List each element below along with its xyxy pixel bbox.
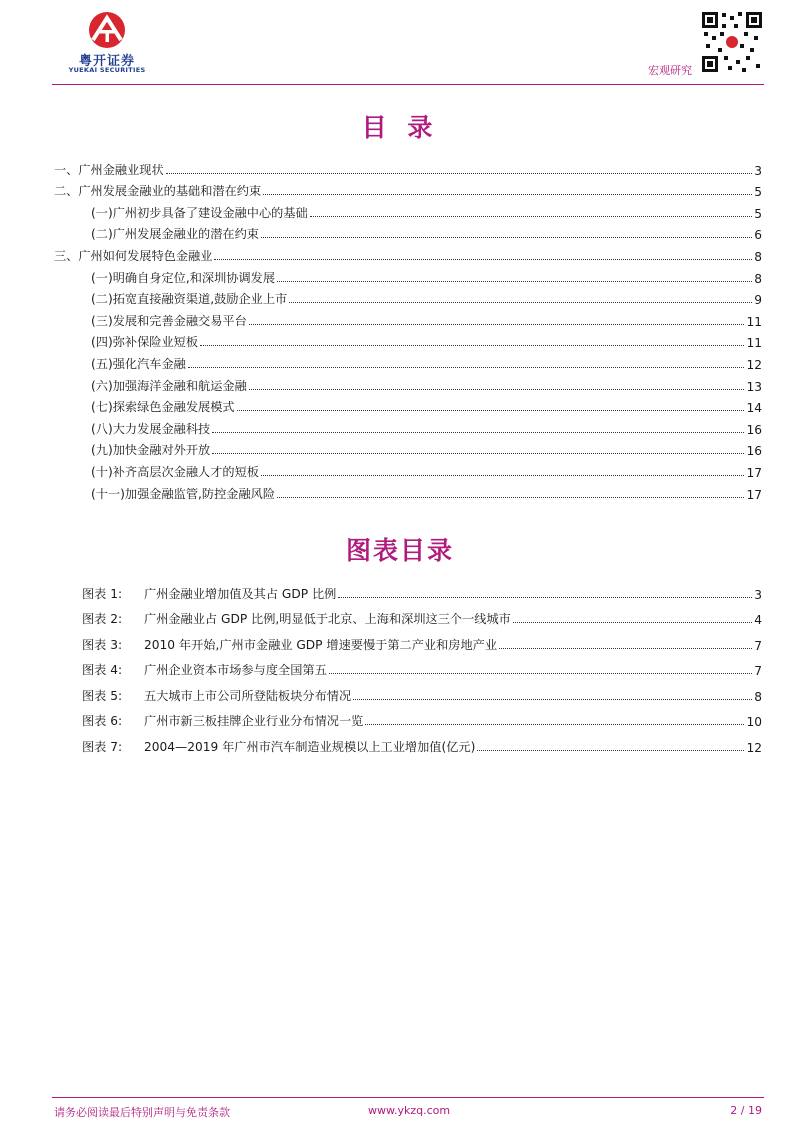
- toc-entry[interactable]: [54, 329, 762, 351]
- toc-entry-label: (二)拓宽直接融资渠道,鼓励企业上市: [91, 292, 288, 307]
- toc-title: 目 录: [361, 113, 439, 142]
- figure-entry-label: 广州金融业增加值及其占 GDP 比例: [144, 586, 337, 601]
- toc-entry-page: 5: [754, 206, 762, 221]
- logo-chinese-name: 粤开证券: [78, 54, 135, 69]
- toc-entry-page: 3: [754, 163, 762, 178]
- toc-entry-label: (十一)加强金融监管,防控金融风险: [91, 486, 276, 501]
- toc-entry-label: (五)强化汽车金融: [91, 356, 186, 371]
- figure-entry-page: 7: [754, 638, 762, 653]
- figure-entry-label: 五大城市上市公司所登陆板块分布情况: [144, 688, 352, 703]
- qr-code-icon: [700, 10, 764, 74]
- figure-entry-prefix: 图表 7:: [82, 739, 123, 754]
- page-number: 2 / 19: [730, 1104, 762, 1117]
- figure-list: [54, 576, 762, 755]
- toc-entry-label: 二、广州发展金融业的基础和潜在约束: [54, 184, 262, 199]
- toc-entry-page: 8: [754, 249, 762, 264]
- toc-entry-page: 16: [746, 444, 762, 459]
- toc-entry-label: 三、广州如何发展特色金融业: [54, 248, 213, 263]
- figure-entry-label: 广州金融业占 GDP 比例,明显低于北京、上海和深圳这三个一线城市: [144, 612, 511, 626]
- toc-entry[interactable]: [54, 350, 762, 372]
- footer-divider: [52, 1097, 764, 1098]
- toc-entry-page: 14: [746, 401, 762, 416]
- dot-leader: [289, 302, 752, 303]
- logo-english-name: YUEKAI SECURITIES: [68, 66, 146, 74]
- dot-leader: [499, 648, 752, 649]
- figure-entry-page: 10: [746, 715, 762, 729]
- toc-entry-page: 17: [746, 487, 762, 502]
- dot-leader: [365, 724, 744, 725]
- dot-leader: [477, 750, 744, 751]
- toc-entry[interactable]: [54, 221, 762, 243]
- toc-entry-label: (一)广州初步具备了建设金融中心的基础: [91, 205, 308, 220]
- figure-entry[interactable]: [54, 602, 762, 628]
- dot-leader: [237, 410, 745, 411]
- figure-entry-prefix: 图表 6:: [82, 714, 123, 728]
- figure-entry-page: 4: [754, 613, 762, 627]
- logo-mark-icon: [75, 10, 139, 50]
- figure-entry-page: 8: [754, 689, 762, 704]
- dot-leader: [261, 237, 752, 238]
- toc-entry-page: 11: [746, 336, 762, 351]
- dot-leader: [329, 673, 752, 674]
- toc-entry-label: (三)发展和完善金融交易平台: [91, 313, 247, 328]
- toc-entry-label: (十)补齐高层次金融人才的短板: [91, 464, 259, 479]
- figure-entry-prefix: 图表 5:: [82, 688, 123, 703]
- dot-leader: [263, 194, 752, 195]
- figure-entry[interactable]: [54, 729, 762, 755]
- figure-entry-page: 12: [746, 740, 762, 755]
- toc-entry-page: 9: [754, 293, 762, 308]
- figure-entry-label: 2004—2019 年广州市汽车制造业规模以上工业增加值(亿元): [144, 739, 476, 754]
- footer-disclaimer: 请务必阅读最后特别声明与免责条款: [54, 1106, 230, 1119]
- figure-entry-prefix: 图表 4:: [82, 663, 123, 677]
- figure-entry[interactable]: [54, 704, 762, 730]
- figure-entry-page: 7: [754, 664, 762, 678]
- dot-leader: [338, 597, 752, 598]
- toc-entry-page: 17: [746, 465, 762, 480]
- figure-entry-label: 广州企业资本市场参与度全国第五: [144, 663, 327, 677]
- toc-entry-label: 一、广州金融业现状: [54, 162, 164, 177]
- dot-leader: [249, 324, 745, 325]
- figure-entry-page: 3: [754, 587, 762, 602]
- toc-entry[interactable]: [54, 242, 762, 264]
- dot-leader: [188, 367, 745, 368]
- company-logo: [52, 10, 162, 72]
- toc-entry[interactable]: [54, 458, 762, 480]
- dot-leader: [353, 699, 752, 700]
- dot-leader: [277, 281, 752, 282]
- toc-entry-label: (二)广州发展金融业的潜在约束: [91, 227, 259, 242]
- toc-entry-label: (八)大力发展金融科技: [91, 421, 211, 436]
- dot-leader: [277, 497, 744, 498]
- footer-website-link[interactable]: www.ykzq.com: [368, 1104, 451, 1117]
- header-divider: [52, 84, 764, 85]
- dot-leader: [166, 173, 753, 174]
- toc-entry[interactable]: [54, 199, 762, 221]
- dot-leader: [310, 216, 753, 217]
- figure-list-title: 图表目录: [345, 536, 454, 565]
- toc-entry[interactable]: [54, 156, 762, 178]
- toc-entry-page: 12: [746, 357, 762, 372]
- figure-entry[interactable]: [54, 627, 762, 653]
- toc-entry-page: 5: [754, 185, 762, 200]
- toc-entry[interactable]: [54, 264, 762, 286]
- report-category-tag: 宏观研究: [648, 64, 692, 77]
- figure-entry[interactable]: [54, 653, 762, 679]
- figure-entry[interactable]: [54, 576, 762, 602]
- toc-entry-label: (四)弥补保险业短板: [91, 335, 199, 350]
- toc-entry[interactable]: [54, 286, 762, 308]
- toc-entry[interactable]: [54, 372, 762, 394]
- toc-entry-page: 16: [746, 422, 762, 437]
- dot-leader: [214, 259, 752, 260]
- figure-entry[interactable]: [54, 678, 762, 704]
- dot-leader: [249, 389, 745, 390]
- toc-entry-page: 11: [746, 314, 762, 329]
- toc-entry[interactable]: [54, 307, 762, 329]
- figure-entry-prefix: 图表 2:: [82, 612, 123, 626]
- toc-entry[interactable]: [54, 178, 762, 200]
- toc-entry-page: 13: [746, 379, 762, 394]
- toc-entry-label: (一)明确自身定位,和深圳协调发展: [91, 270, 276, 285]
- dot-leader: [200, 345, 744, 346]
- dot-leader: [212, 453, 744, 454]
- figure-entry-prefix: 图表 1:: [82, 586, 123, 601]
- figure-entry-label: 2010 年开始,广州市金融业 GDP 增速要慢于第二产业和房地产业: [144, 637, 498, 652]
- dot-leader: [513, 622, 752, 623]
- toc-entry[interactable]: [54, 437, 762, 459]
- table-of-contents: [54, 156, 762, 502]
- toc-entry-page: 8: [754, 271, 762, 286]
- toc-entry[interactable]: [54, 480, 762, 502]
- toc-entry[interactable]: [54, 394, 762, 416]
- toc-entry[interactable]: [54, 415, 762, 437]
- dot-leader: [212, 432, 744, 433]
- toc-entry-label: (七)探索绿色金融发展模式: [91, 400, 235, 415]
- toc-entry-label: (九)加快金融对外开放: [91, 443, 211, 458]
- figure-entry-prefix: 图表 3:: [82, 637, 123, 652]
- dot-leader: [261, 475, 745, 476]
- figure-entry-label: 广州市新三板挂牌企业行业分布情况一览: [144, 714, 364, 728]
- toc-entry-label: (六)加强海洋金融和航运金融: [91, 378, 247, 393]
- toc-entry-page: 6: [754, 228, 762, 243]
